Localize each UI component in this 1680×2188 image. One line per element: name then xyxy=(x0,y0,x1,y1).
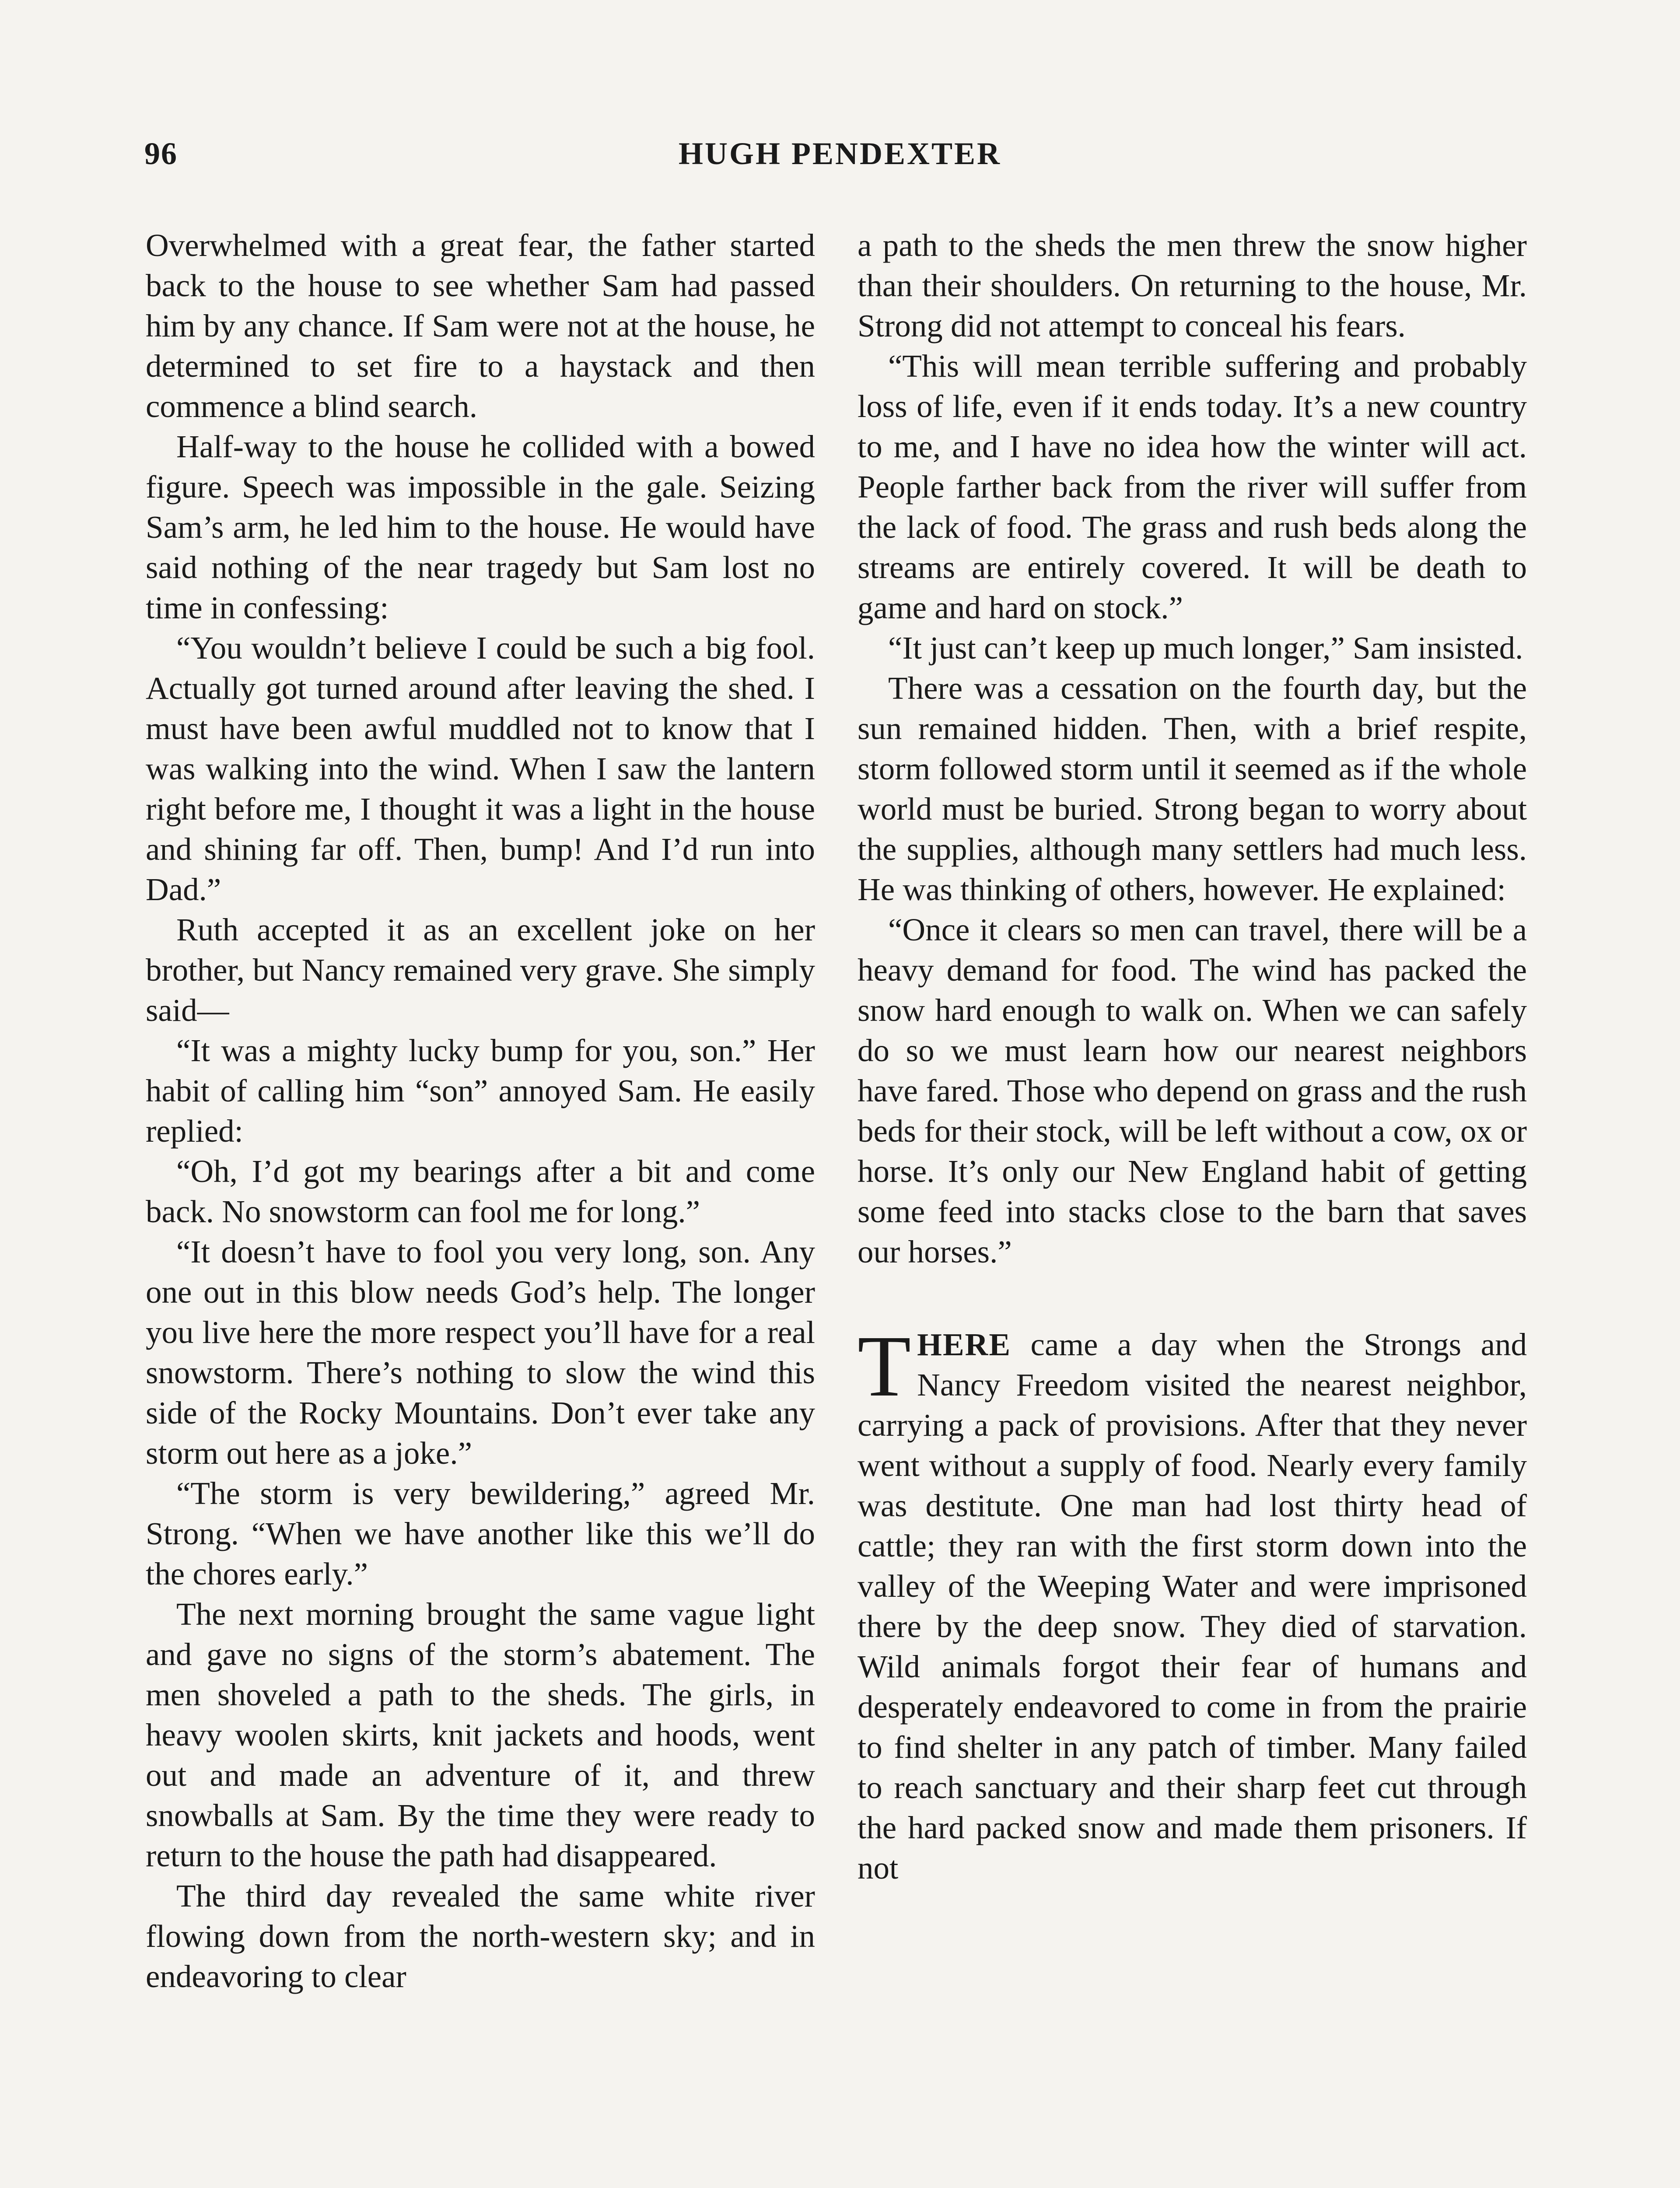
page-number: 96 xyxy=(144,136,178,171)
paragraph: “It just can’t keep up much longer,” Sam insisted. xyxy=(888,630,1523,666)
paragraph: “The storm is very bewildering,” agreed Mr. Strong. “When we have another like this we’ll do the chores early.” xyxy=(146,1476,815,1592)
paragraph: a path to the sheds the men threw the snow higher than their shoulders. On returning to the house, Mr. Strong did not attempt to conceal his fears. xyxy=(858,228,1527,344)
paragraph: “Oh, I’d got my bearings after a bit and come back. No snowstorm can fool me for long.” xyxy=(146,1154,815,1229)
paragraph: Overwhelmed with a great fear, the father started back to the house to see whether Sam had passed him by any chance. If Sam were not at the house, he determined to set fire to a haystack and then commence a blind search. xyxy=(146,228,815,424)
paragraph: Half-way to the house he collided with a bowed figure. Speech was impossible in the gale. Seizing Sam’s arm, he led him to the house. He would have said nothing of the near tragedy but Sam lost no time in confessing: xyxy=(146,429,815,625)
section-opening-paragraph xyxy=(858,1318,1527,1888)
paragraph: “You wouldn’t believe I could be such a big fool. Actually got turned around after leaving the shed. I must have been awful muddled not to know that I was walking into the wind. When I saw the lantern right before me, I thought it was a light in the house and shining far off. Then, bump! And I’d run into Dad.” xyxy=(146,630,815,907)
paragraph: There was a cessation on the fourth day, but the sun remained hidden. Then, with a brief respite, storm followed storm until it seemed as if the whole world must be buried. Strong began to worry about the supplies, although many settlers had much less. He was thinking of others, however. He explained: xyxy=(858,670,1527,907)
paragraph: Ruth accepted it as an excellent joke on her brother, but Nancy remained very grave. She simply said— xyxy=(146,912,815,1028)
left-column xyxy=(146,225,815,1997)
paragraph: “This will mean terrible suffering and probably loss of life, even if it ends today. It’s a new country to me, and I have no idea how the winter will act. People farther back from the river will suffer from the lack of food. The grass and rush beds along the streams are entirely covered. It will be death to game and hard on stock.” xyxy=(858,348,1527,625)
page-header xyxy=(144,136,1536,188)
section-text: came a day when the Strongs and Nancy Freedom visited the nearest neighbor, carrying a pack of provisions. After that they never went without a supply of food. Nearly every family was destitute. One man had lost thirty head of cattle; they ran with the first storm down into the valley of the Weeping Water and were imprisoned there by the deep snow. They died of starvation. Wild animals forgot their fear of humans and desperately endeavored to come in from the prairie to find shelter in any patch of timber. Many failed to reach sanctuary and their sharp feet cut through the hard packed snow and made them prisoners. If not xyxy=(858,1327,1527,1886)
right-column xyxy=(858,225,1527,1888)
paragraph: “Once it clears so men can travel, there will be a heavy demand for food. The wind has packed the snow hard enough to walk on. When we can safely do so we must learn how our nearest neighbors have fared. Those who depend on grass and the rush beds for their stock, will be left without a cow, ox or horse. It’s only our New England habit of getting some feed into stacks close to the barn that saves our horses.” xyxy=(858,912,1527,1269)
running-head: HUGH PENDEXTER xyxy=(678,136,1002,171)
paragraph: “It doesn’t have to fool you very long, son. Any one out in this blow needs God’s help. The longer you live here the more respect you’ll have for a real snowstorm. There’s nothing to slow the wind this side of the Rocky Mountains. Don’t ever take any storm out here as a joke.” xyxy=(146,1234,815,1471)
drop-cap: T xyxy=(858,1318,911,1415)
paragraph: The next morning brought the same vague light and gave no signs of the storm’s abatement. The men shoveled a path to the sheds. The girls, in heavy woolen skirts, knit jackets and hoods, went out and made an adventure of it, and threw snowballs at Sam. By the time they were ready to return to the house the path had disappeared. xyxy=(146,1596,815,1873)
small-caps-lead: HERE xyxy=(917,1327,1012,1362)
paragraph: “It was a mighty lucky bump for you, son.” Her habit of calling him “son” annoyed Sam. He easily replied: xyxy=(146,1033,815,1149)
section-break xyxy=(858,1272,1527,1325)
paragraph: The third day revealed the same white river flowing down from the north-western sky; and in endeavoring to clear xyxy=(146,1878,815,1994)
